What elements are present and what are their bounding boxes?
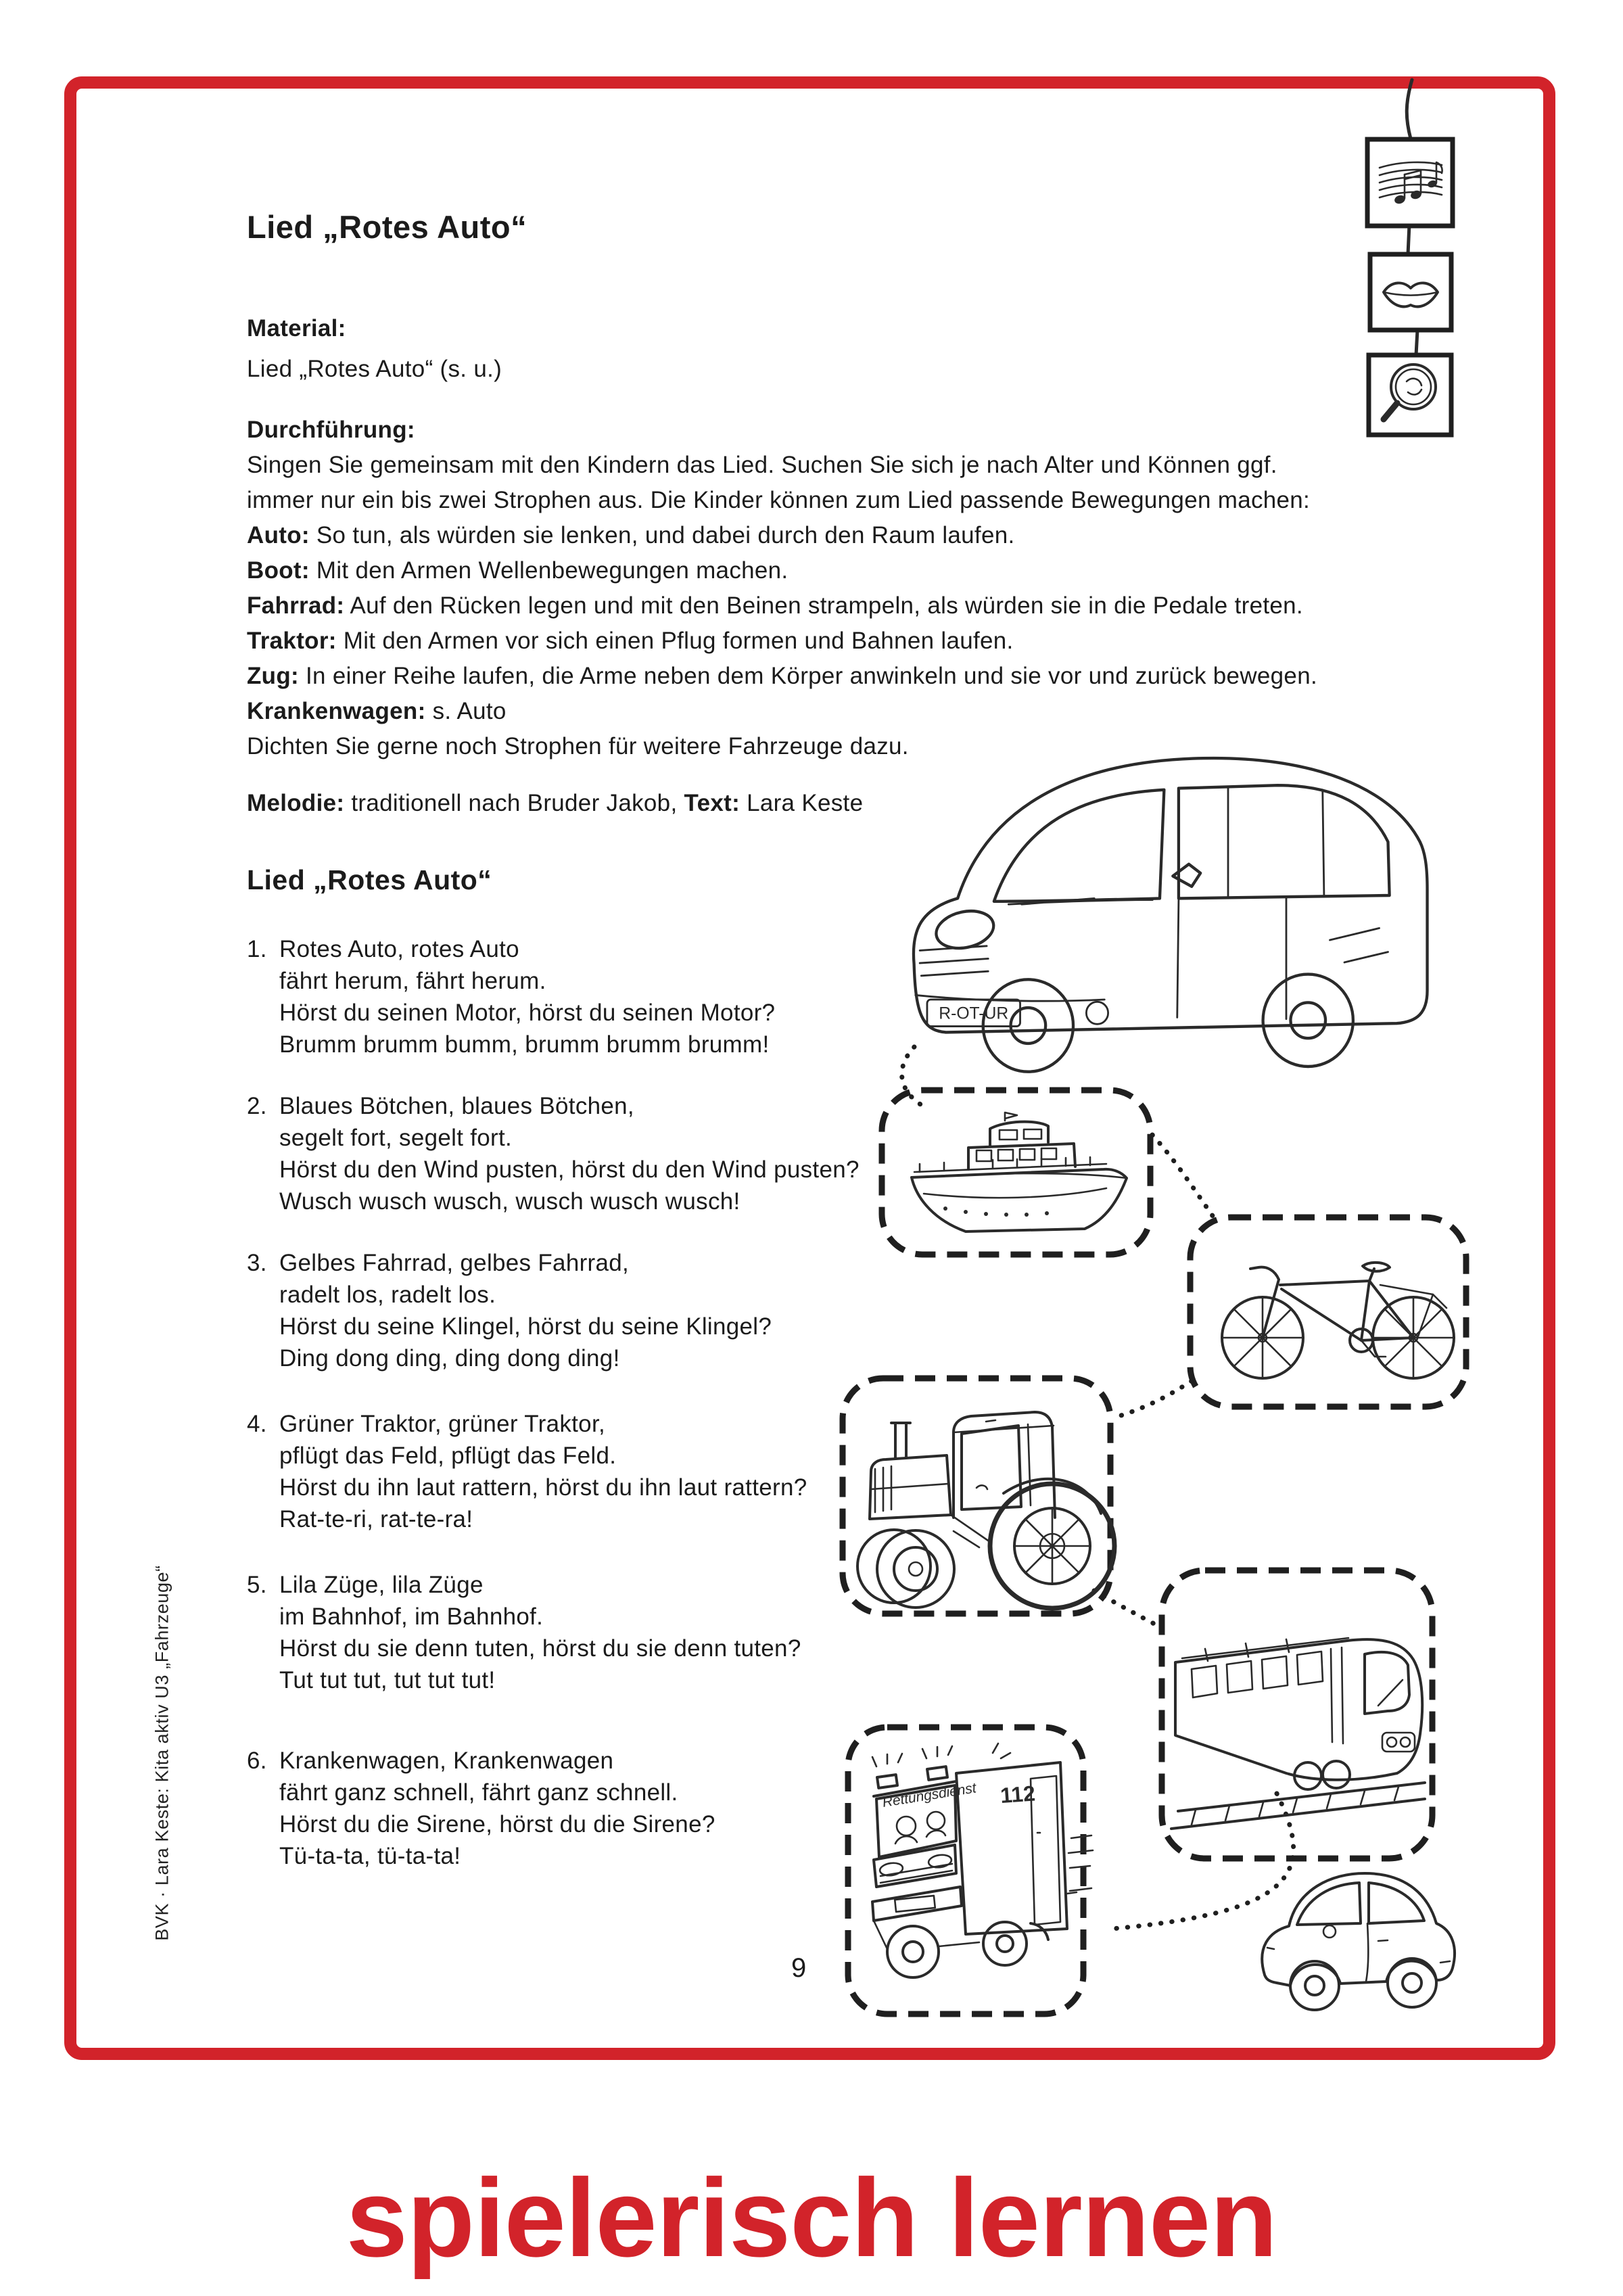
verse-line: Hörst du die Sirene, hörst du die Sirene? <box>279 1811 715 1837</box>
verse-6 <box>247 1745 715 1872</box>
durchfuehrung-heading: Durchführung: <box>247 417 415 443</box>
movement-traktor <box>247 628 1014 655</box>
verse-number: 2. <box>247 1093 267 1119</box>
movement-fahrrad-label: Fahrrad: <box>247 592 345 619</box>
verse-line: Brumm brumm bumm, brumm brumm brumm! <box>279 1031 770 1058</box>
ambulance-banner-text: Rettungsdienst <box>881 1780 978 1810</box>
verse-5 <box>247 1569 801 1696</box>
bicycle-illustration <box>1222 1263 1454 1378</box>
verse-line: Hörst du seine Klingel, hörst du seine Klingel? <box>279 1313 772 1340</box>
boat-illustration <box>912 1112 1127 1232</box>
movement-krankenwagen <box>247 698 507 725</box>
text-label: Text: <box>684 790 740 816</box>
verse-text: Lila Züge, lila Züge <box>279 1572 484 1598</box>
movement-fahrrad-text: Auf den Rücken legen und mit den Beinen strampeln, als würden sie in die Pedale treten. <box>350 592 1303 619</box>
van-license-plate: R-OT-UR <box>939 1004 1009 1023</box>
verse-line: Tut tut tut, tut tut tut! <box>279 1667 496 1693</box>
verse-4 <box>247 1408 807 1535</box>
lips-card <box>1370 254 1451 330</box>
ambulance-frame <box>848 1727 1083 2014</box>
movement-zug-label: Zug: <box>247 663 299 689</box>
train-illustration <box>1171 1638 1425 1829</box>
verse-line: im Bahnhof, im Bahnhof. <box>279 1603 544 1630</box>
material-heading: Material: <box>247 315 346 342</box>
verse-text: Grüner Traktor, grüner Traktor, <box>279 1411 605 1437</box>
melody-line <box>247 790 863 817</box>
material-text: Lied „Rotes Auto“ (s. u.) <box>247 356 502 382</box>
movement-krankenwagen-label: Krankenwagen: <box>247 698 426 724</box>
van-illustration <box>914 758 1428 1072</box>
verse-line <box>247 1745 715 1777</box>
verse-number: 5. <box>247 1572 267 1598</box>
verse-line: Hörst du seinen Motor, hörst du seinen Motor? <box>279 1000 776 1026</box>
verse-number: 3. <box>247 1250 267 1276</box>
verse-line: fährt herum, fährt herum. <box>279 968 546 994</box>
movement-boot <box>247 557 788 584</box>
movement-zug-text: In einer Reihe laufen, die Arme neben dem Körper anwinkeln und sie vor und zurück bewegen. <box>306 663 1317 689</box>
movement-boot-label: Boot: <box>247 557 310 584</box>
verse-line: Hörst du sie denn tuten, hörst du sie denn tuten? <box>279 1635 801 1662</box>
verse-line: Hörst du den Wind pusten, hörst du den Wind pusten? <box>279 1156 860 1183</box>
verse-line: Hörst du ihn laut rattern, hörst du ihn laut rattern? <box>279 1474 807 1501</box>
song-heading: Lied „Rotes Auto“ <box>247 864 492 895</box>
footer-slogan: spielerisch lernen <box>346 2156 1277 2280</box>
verse-line: Tü-ta-ta, tü-ta-ta! <box>279 1843 461 1869</box>
page-number: 9 <box>791 1953 807 1983</box>
melody-label: Melodie: <box>247 790 345 816</box>
verse-line: radelt los, radelt los. <box>279 1282 496 1308</box>
ambulance-emergency-number: 112 <box>999 1781 1036 1808</box>
verse-line: Rat-te-ri, rat-te-ra! <box>279 1506 473 1532</box>
intro-line-2: immer nur ein bis zwei Strophen aus. Die Kinder können zum Lied passende Bewegungen machen: <box>247 487 1311 513</box>
verse-line: Wusch wusch wusch, wusch wusch wusch! <box>279 1188 740 1215</box>
verse-line <box>247 1247 772 1279</box>
outro-line: Dichten Sie gerne noch Strophen für weitere Fahrzeuge dazu. <box>247 733 909 759</box>
verse-number: 4. <box>247 1411 267 1437</box>
verse-line <box>247 1569 801 1601</box>
verse-text: Krankenwagen, Krankenwagen <box>279 1748 614 1774</box>
verse-line <box>247 1408 807 1440</box>
verse-line: fährt ganz schnell, fährt ganz schnell. <box>279 1779 678 1806</box>
verse-number: 6. <box>247 1748 267 1774</box>
verse-line: pflügt das Feld, pflügt das Feld. <box>279 1443 617 1469</box>
verse-text: Rotes Auto, rotes Auto <box>279 936 519 962</box>
text-author: Lara Keste <box>747 790 864 816</box>
intro-line-1: Singen Sie gemeinsam mit den Kindern das Lied. Suchen Sie sich je nach Alter und Können ggf. <box>247 452 1277 478</box>
movement-boot-text: Mit den Armen Wellenbewegungen machen. <box>316 557 789 584</box>
verse-text: Blaues Bötchen, blaues Bötchen, <box>279 1093 634 1119</box>
verse-line: segelt fort, segelt fort. <box>279 1125 513 1151</box>
verse-text: Gelbes Fahrrad, gelbes Fahrrad, <box>279 1250 630 1276</box>
verse-3 <box>247 1247 772 1374</box>
movement-traktor-label: Traktor: <box>247 628 337 654</box>
verse-line <box>247 1090 860 1122</box>
page-title: Lied „Rotes Auto“ <box>247 209 527 245</box>
verse-number: 1. <box>247 936 267 962</box>
movement-auto <box>247 522 1015 549</box>
movement-auto-text: So tun, als würden sie lenken, und dabei durch den Raum laufen. <box>316 522 1015 548</box>
movement-zug <box>247 663 1317 690</box>
verse-1 <box>247 933 775 1060</box>
ambulance-illustration <box>872 1743 1093 1977</box>
movement-traktor-text: Mit den Armen vor sich einen Pflug formen und Bahnen laufen. <box>343 628 1014 654</box>
movement-auto-label: Auto: <box>247 522 310 548</box>
verse-2 <box>247 1090 860 1217</box>
movement-fahrrad <box>247 592 1303 619</box>
movement-krankenwagen-text: s. Auto <box>432 698 507 724</box>
magnifier-card <box>1369 355 1451 435</box>
sidebar-credit: BVK · Lara Keste: Kita aktiv U3 „Fahrzeuge“ <box>151 1565 172 1941</box>
tractor-illustration <box>857 1412 1114 1608</box>
small-car-illustration <box>1262 1873 1455 2010</box>
verse-line: Ding dong ding, ding dong ding! <box>279 1345 620 1372</box>
music-card <box>1367 139 1453 226</box>
melody-text: traditionell nach Bruder Jakob, <box>351 790 678 816</box>
verse-line <box>247 933 775 965</box>
